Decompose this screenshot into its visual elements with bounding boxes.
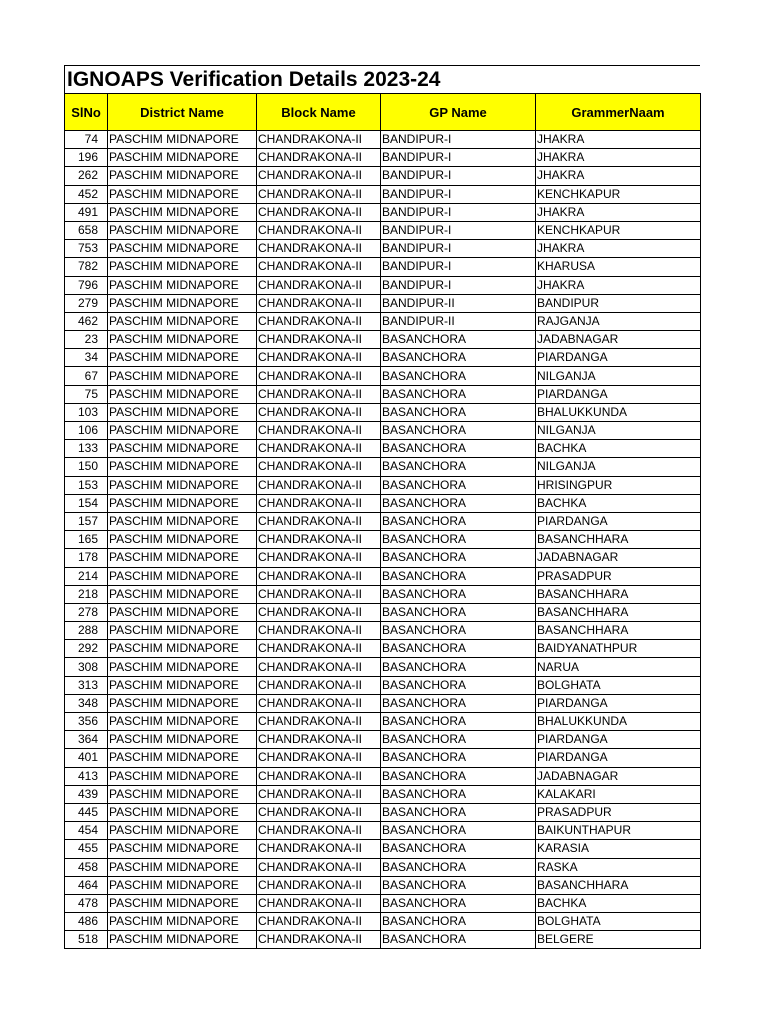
gp-name-cell: BASANCHORA xyxy=(381,440,536,458)
gp-name-cell: BANDIPUR-II xyxy=(381,294,536,312)
district-name-cell: PASCHIM MIDNAPORE xyxy=(108,603,257,621)
block-name-cell: CHANDRAKONA-II xyxy=(257,294,381,312)
block-name-cell: CHANDRAKONA-II xyxy=(257,458,381,476)
gp-name-cell: BANDIPUR-I xyxy=(381,203,536,221)
block-name-cell: CHANDRAKONA-II xyxy=(257,531,381,549)
gp-name-cell: BASANCHORA xyxy=(381,549,536,567)
district-name-cell: PASCHIM MIDNAPORE xyxy=(108,331,257,349)
district-name-cell: PASCHIM MIDNAPORE xyxy=(108,749,257,767)
gp-name-cell: BANDIPUR-II xyxy=(381,312,536,330)
gp-name-cell: BASANCHORA xyxy=(381,840,536,858)
slno-cell: 165 xyxy=(65,531,108,549)
gp-name-cell: BANDIPUR-I xyxy=(381,131,536,149)
block-name-cell: CHANDRAKONA-II xyxy=(257,676,381,694)
gp-name-cell: BASANCHORA xyxy=(381,676,536,694)
grammer-naam-cell: NILGANJA xyxy=(536,367,701,385)
district-name-cell: PASCHIM MIDNAPORE xyxy=(108,585,257,603)
header-row xyxy=(65,94,701,131)
district-name-cell: PASCHIM MIDNAPORE xyxy=(108,622,257,640)
block-name-cell: CHANDRAKONA-II xyxy=(257,876,381,894)
table-row xyxy=(65,331,701,349)
district-name-cell: PASCHIM MIDNAPORE xyxy=(108,440,257,458)
block-name-cell: CHANDRAKONA-II xyxy=(257,312,381,330)
slno-cell: 455 xyxy=(65,840,108,858)
table-row xyxy=(65,658,701,676)
header-block-name: Block Name xyxy=(257,94,381,131)
grammer-naam-cell: BOLGHATA xyxy=(536,676,701,694)
district-name-cell: PASCHIM MIDNAPORE xyxy=(108,694,257,712)
slno-cell: 518 xyxy=(65,931,108,949)
gp-name-cell: BASANCHORA xyxy=(381,731,536,749)
table-row xyxy=(65,367,701,385)
district-name-cell: PASCHIM MIDNAPORE xyxy=(108,785,257,803)
slno-cell: 491 xyxy=(65,203,108,221)
table-header xyxy=(65,94,701,131)
district-name-cell: PASCHIM MIDNAPORE xyxy=(108,403,257,421)
grammer-naam-cell: JHAKRA xyxy=(536,149,701,167)
gp-name-cell: BASANCHORA xyxy=(381,658,536,676)
gp-name-cell: BASANCHORA xyxy=(381,803,536,821)
header-district-name: District Name xyxy=(108,94,257,131)
block-name-cell: CHANDRAKONA-II xyxy=(257,785,381,803)
block-name-cell: CHANDRAKONA-II xyxy=(257,403,381,421)
district-name-cell: PASCHIM MIDNAPORE xyxy=(108,131,257,149)
table-row xyxy=(65,440,701,458)
header-slno: SlNo xyxy=(65,94,108,131)
grammer-naam-cell: BAIKUNTHAPUR xyxy=(536,822,701,840)
block-name-cell: CHANDRAKONA-II xyxy=(257,913,381,931)
gp-name-cell: BASANCHORA xyxy=(381,913,536,931)
district-name-cell: PASCHIM MIDNAPORE xyxy=(108,840,257,858)
district-name-cell: PASCHIM MIDNAPORE xyxy=(108,767,257,785)
grammer-naam-cell: PIARDANGA xyxy=(536,512,701,530)
grammer-naam-cell: PIARDANGA xyxy=(536,385,701,403)
district-name-cell: PASCHIM MIDNAPORE xyxy=(108,221,257,239)
grammer-naam-cell: PRASADPUR xyxy=(536,803,701,821)
district-name-cell: PASCHIM MIDNAPORE xyxy=(108,494,257,512)
header-gp-name: GP Name xyxy=(381,94,536,131)
slno-cell: 458 xyxy=(65,858,108,876)
block-name-cell: CHANDRAKONA-II xyxy=(257,494,381,512)
grammer-naam-cell: BANDIPUR xyxy=(536,294,701,312)
table-row xyxy=(65,931,701,949)
block-name-cell: CHANDRAKONA-II xyxy=(257,185,381,203)
district-name-cell: PASCHIM MIDNAPORE xyxy=(108,658,257,676)
table-row xyxy=(65,603,701,621)
block-name-cell: CHANDRAKONA-II xyxy=(257,240,381,258)
table-row xyxy=(65,385,701,403)
slno-cell: 348 xyxy=(65,694,108,712)
slno-cell: 413 xyxy=(65,767,108,785)
table-row xyxy=(65,149,701,167)
gp-name-cell: BASANCHORA xyxy=(381,749,536,767)
grammer-naam-cell: NILGANJA xyxy=(536,458,701,476)
slno-cell: 196 xyxy=(65,149,108,167)
grammer-naam-cell: RAJGANJA xyxy=(536,312,701,330)
district-name-cell: PASCHIM MIDNAPORE xyxy=(108,858,257,876)
district-name-cell: PASCHIM MIDNAPORE xyxy=(108,458,257,476)
slno-cell: 313 xyxy=(65,676,108,694)
slno-cell: 464 xyxy=(65,876,108,894)
grammer-naam-cell: JHAKRA xyxy=(536,131,701,149)
gp-name-cell: BASANCHORA xyxy=(381,331,536,349)
grammer-naam-cell: BASANCHHARA xyxy=(536,531,701,549)
block-name-cell: CHANDRAKONA-II xyxy=(257,749,381,767)
block-name-cell: CHANDRAKONA-II xyxy=(257,767,381,785)
grammer-naam-cell: JHAKRA xyxy=(536,203,701,221)
block-name-cell: CHANDRAKONA-II xyxy=(257,331,381,349)
slno-cell: 23 xyxy=(65,331,108,349)
slno-cell: 279 xyxy=(65,294,108,312)
grammer-naam-cell: NILGANJA xyxy=(536,422,701,440)
gp-name-cell: BASANCHORA xyxy=(381,385,536,403)
block-name-cell: CHANDRAKONA-II xyxy=(257,603,381,621)
slno-cell: 157 xyxy=(65,512,108,530)
grammer-naam-cell: PIARDANGA xyxy=(536,349,701,367)
district-name-cell: PASCHIM MIDNAPORE xyxy=(108,258,257,276)
district-name-cell: PASCHIM MIDNAPORE xyxy=(108,312,257,330)
table-row xyxy=(65,349,701,367)
gp-name-cell: BASANCHORA xyxy=(381,822,536,840)
gp-name-cell: BASANCHORA xyxy=(381,403,536,421)
slno-cell: 178 xyxy=(65,549,108,567)
slno-cell: 308 xyxy=(65,658,108,676)
gp-name-cell: BASANCHORA xyxy=(381,876,536,894)
table-row xyxy=(65,858,701,876)
district-name-cell: PASCHIM MIDNAPORE xyxy=(108,713,257,731)
slno-cell: 478 xyxy=(65,894,108,912)
gp-name-cell: BASANCHORA xyxy=(381,512,536,530)
table-row xyxy=(65,622,701,640)
district-name-cell: PASCHIM MIDNAPORE xyxy=(108,422,257,440)
district-name-cell: PASCHIM MIDNAPORE xyxy=(108,476,257,494)
grammer-naam-cell: BASANCHHARA xyxy=(536,876,701,894)
district-name-cell: PASCHIM MIDNAPORE xyxy=(108,822,257,840)
slno-cell: 288 xyxy=(65,622,108,640)
grammer-naam-cell: BAIDYANATHPUR xyxy=(536,640,701,658)
gp-name-cell: BANDIPUR-I xyxy=(381,185,536,203)
table-row xyxy=(65,676,701,694)
block-name-cell: CHANDRAKONA-II xyxy=(257,894,381,912)
table-row xyxy=(65,549,701,567)
block-name-cell: CHANDRAKONA-II xyxy=(257,167,381,185)
slno-cell: 439 xyxy=(65,785,108,803)
block-name-cell: CHANDRAKONA-II xyxy=(257,422,381,440)
gp-name-cell: BASANCHORA xyxy=(381,640,536,658)
gp-name-cell: BANDIPUR-I xyxy=(381,276,536,294)
grammer-naam-cell: HRISINGPUR xyxy=(536,476,701,494)
table-row xyxy=(65,731,701,749)
gp-name-cell: BASANCHORA xyxy=(381,458,536,476)
block-name-cell: CHANDRAKONA-II xyxy=(257,276,381,294)
slno-cell: 445 xyxy=(65,803,108,821)
slno-cell: 753 xyxy=(65,240,108,258)
table-row xyxy=(65,785,701,803)
block-name-cell: CHANDRAKONA-II xyxy=(257,440,381,458)
district-name-cell: PASCHIM MIDNAPORE xyxy=(108,876,257,894)
grammer-naam-cell: JADABNAGAR xyxy=(536,549,701,567)
table-row xyxy=(65,276,701,294)
slno-cell: 356 xyxy=(65,713,108,731)
gp-name-cell: BASANCHORA xyxy=(381,476,536,494)
slno-cell: 154 xyxy=(65,494,108,512)
slno-cell: 34 xyxy=(65,349,108,367)
block-name-cell: CHANDRAKONA-II xyxy=(257,840,381,858)
district-name-cell: PASCHIM MIDNAPORE xyxy=(108,931,257,949)
block-name-cell: CHANDRAKONA-II xyxy=(257,512,381,530)
district-name-cell: PASCHIM MIDNAPORE xyxy=(108,385,257,403)
district-name-cell: PASCHIM MIDNAPORE xyxy=(108,531,257,549)
table-row xyxy=(65,840,701,858)
slno-cell: 150 xyxy=(65,458,108,476)
block-name-cell: CHANDRAKONA-II xyxy=(257,476,381,494)
header-grammer-naam: GrammerNaam xyxy=(536,94,701,131)
grammer-naam-cell: JHAKRA xyxy=(536,167,701,185)
slno-cell: 262 xyxy=(65,167,108,185)
table-row xyxy=(65,749,701,767)
table-row xyxy=(65,512,701,530)
grammer-naam-cell: JADABNAGAR xyxy=(536,767,701,785)
slno-cell: 292 xyxy=(65,640,108,658)
gp-name-cell: BASANCHORA xyxy=(381,494,536,512)
block-name-cell: CHANDRAKONA-II xyxy=(257,731,381,749)
grammer-naam-cell: PIARDANGA xyxy=(536,731,701,749)
block-name-cell: CHANDRAKONA-II xyxy=(257,931,381,949)
table-row xyxy=(65,767,701,785)
block-name-cell: CHANDRAKONA-II xyxy=(257,822,381,840)
spreadsheet xyxy=(64,65,700,949)
grammer-naam-cell: PRASADPUR xyxy=(536,567,701,585)
slno-cell: 462 xyxy=(65,312,108,330)
slno-cell: 214 xyxy=(65,567,108,585)
district-name-cell: PASCHIM MIDNAPORE xyxy=(108,367,257,385)
grammer-naam-cell: BASANCHHARA xyxy=(536,585,701,603)
district-name-cell: PASCHIM MIDNAPORE xyxy=(108,549,257,567)
block-name-cell: CHANDRAKONA-II xyxy=(257,658,381,676)
table-row xyxy=(65,403,701,421)
gp-name-cell: BASANCHORA xyxy=(381,349,536,367)
gp-name-cell: BASANCHORA xyxy=(381,694,536,712)
grammer-naam-cell: BELGERE xyxy=(536,931,701,949)
table-row xyxy=(65,567,701,585)
table-row xyxy=(65,822,701,840)
grammer-naam-cell: PIARDANGA xyxy=(536,749,701,767)
slno-cell: 658 xyxy=(65,221,108,239)
grammer-naam-cell: JHAKRA xyxy=(536,240,701,258)
slno-cell: 74 xyxy=(65,131,108,149)
gp-name-cell: BASANCHORA xyxy=(381,622,536,640)
gp-name-cell: BANDIPUR-I xyxy=(381,167,536,185)
sheet-title: IGNOAPS Verification Details 2023-24 xyxy=(64,65,700,93)
slno-cell: 106 xyxy=(65,422,108,440)
table-row xyxy=(65,694,701,712)
grammer-naam-cell: KARASIA xyxy=(536,840,701,858)
table-row xyxy=(65,585,701,603)
district-name-cell: PASCHIM MIDNAPORE xyxy=(108,240,257,258)
block-name-cell: CHANDRAKONA-II xyxy=(257,349,381,367)
grammer-naam-cell: BOLGHATA xyxy=(536,913,701,931)
district-name-cell: PASCHIM MIDNAPORE xyxy=(108,276,257,294)
slno-cell: 103 xyxy=(65,403,108,421)
block-name-cell: CHANDRAKONA-II xyxy=(257,713,381,731)
gp-name-cell: BASANCHORA xyxy=(381,603,536,621)
grammer-naam-cell: NARUA xyxy=(536,658,701,676)
slno-cell: 796 xyxy=(65,276,108,294)
table-row xyxy=(65,894,701,912)
slno-cell: 364 xyxy=(65,731,108,749)
gp-name-cell: BANDIPUR-I xyxy=(381,149,536,167)
block-name-cell: CHANDRAKONA-II xyxy=(257,131,381,149)
grammer-naam-cell: BACHKA xyxy=(536,440,701,458)
slno-cell: 133 xyxy=(65,440,108,458)
district-name-cell: PASCHIM MIDNAPORE xyxy=(108,149,257,167)
slno-cell: 401 xyxy=(65,749,108,767)
block-name-cell: CHANDRAKONA-II xyxy=(257,585,381,603)
gp-name-cell: BASANCHORA xyxy=(381,531,536,549)
gp-name-cell: BASANCHORA xyxy=(381,713,536,731)
block-name-cell: CHANDRAKONA-II xyxy=(257,803,381,821)
table-row xyxy=(65,422,701,440)
block-name-cell: CHANDRAKONA-II xyxy=(257,203,381,221)
grammer-naam-cell: PIARDANGA xyxy=(536,694,701,712)
table-row xyxy=(65,294,701,312)
gp-name-cell: BANDIPUR-I xyxy=(381,221,536,239)
block-name-cell: CHANDRAKONA-II xyxy=(257,221,381,239)
block-name-cell: CHANDRAKONA-II xyxy=(257,640,381,658)
gp-name-cell: BASANCHORA xyxy=(381,858,536,876)
table-row xyxy=(65,876,701,894)
slno-cell: 75 xyxy=(65,385,108,403)
table-row xyxy=(65,131,701,149)
grammer-naam-cell: JHAKRA xyxy=(536,276,701,294)
district-name-cell: PASCHIM MIDNAPORE xyxy=(108,567,257,585)
district-name-cell: PASCHIM MIDNAPORE xyxy=(108,894,257,912)
grammer-naam-cell: BASANCHHARA xyxy=(536,603,701,621)
table-row xyxy=(65,203,701,221)
district-name-cell: PASCHIM MIDNAPORE xyxy=(108,167,257,185)
district-name-cell: PASCHIM MIDNAPORE xyxy=(108,676,257,694)
district-name-cell: PASCHIM MIDNAPORE xyxy=(108,294,257,312)
block-name-cell: CHANDRAKONA-II xyxy=(257,149,381,167)
gp-name-cell: BASANCHORA xyxy=(381,931,536,949)
gp-name-cell: BASANCHORA xyxy=(381,785,536,803)
block-name-cell: CHANDRAKONA-II xyxy=(257,694,381,712)
slno-cell: 782 xyxy=(65,258,108,276)
grammer-naam-cell: RASKA xyxy=(536,858,701,876)
gp-name-cell: BASANCHORA xyxy=(381,767,536,785)
grammer-naam-cell: BACHKA xyxy=(536,894,701,912)
table-row xyxy=(65,913,701,931)
block-name-cell: CHANDRAKONA-II xyxy=(257,258,381,276)
table-row xyxy=(65,803,701,821)
district-name-cell: PASCHIM MIDNAPORE xyxy=(108,203,257,221)
table-row xyxy=(65,458,701,476)
table-row xyxy=(65,531,701,549)
gp-name-cell: BANDIPUR-I xyxy=(381,258,536,276)
grammer-naam-cell: KENCHKAPUR xyxy=(536,221,701,239)
table-row xyxy=(65,312,701,330)
slno-cell: 454 xyxy=(65,822,108,840)
slno-cell: 452 xyxy=(65,185,108,203)
grammer-naam-cell: BHALUKKUNDA xyxy=(536,403,701,421)
district-name-cell: PASCHIM MIDNAPORE xyxy=(108,731,257,749)
gp-name-cell: BASANCHORA xyxy=(381,894,536,912)
block-name-cell: CHANDRAKONA-II xyxy=(257,549,381,567)
gp-name-cell: BASANCHORA xyxy=(381,422,536,440)
grammer-naam-cell: BACHKA xyxy=(536,494,701,512)
table-row xyxy=(65,167,701,185)
slno-cell: 278 xyxy=(65,603,108,621)
gp-name-cell: BASANCHORA xyxy=(381,585,536,603)
grammer-naam-cell: BASANCHHARA xyxy=(536,622,701,640)
grammer-naam-cell: JADABNAGAR xyxy=(536,331,701,349)
table-row xyxy=(65,258,701,276)
gp-name-cell: BASANCHORA xyxy=(381,567,536,585)
slno-cell: 153 xyxy=(65,476,108,494)
district-name-cell: PASCHIM MIDNAPORE xyxy=(108,185,257,203)
table-row xyxy=(65,240,701,258)
table-row xyxy=(65,640,701,658)
table-row xyxy=(65,476,701,494)
grammer-naam-cell: KHARUSA xyxy=(536,258,701,276)
district-name-cell: PASCHIM MIDNAPORE xyxy=(108,913,257,931)
grammer-naam-cell: KENCHKAPUR xyxy=(536,185,701,203)
slno-cell: 67 xyxy=(65,367,108,385)
district-name-cell: PASCHIM MIDNAPORE xyxy=(108,349,257,367)
slno-cell: 486 xyxy=(65,913,108,931)
gp-name-cell: BANDIPUR-I xyxy=(381,240,536,258)
district-name-cell: PASCHIM MIDNAPORE xyxy=(108,512,257,530)
slno-cell: 218 xyxy=(65,585,108,603)
grammer-naam-cell: BHALUKKUNDA xyxy=(536,713,701,731)
block-name-cell: CHANDRAKONA-II xyxy=(257,367,381,385)
block-name-cell: CHANDRAKONA-II xyxy=(257,622,381,640)
table-row xyxy=(65,221,701,239)
block-name-cell: CHANDRAKONA-II xyxy=(257,385,381,403)
block-name-cell: CHANDRAKONA-II xyxy=(257,858,381,876)
table-row xyxy=(65,185,701,203)
table-row xyxy=(65,713,701,731)
grammer-naam-cell: KALAKARI xyxy=(536,785,701,803)
table-body xyxy=(65,131,701,949)
block-name-cell: CHANDRAKONA-II xyxy=(257,567,381,585)
table-row xyxy=(65,494,701,512)
gp-name-cell: BASANCHORA xyxy=(381,367,536,385)
district-name-cell: PASCHIM MIDNAPORE xyxy=(108,640,257,658)
verification-table xyxy=(64,93,701,949)
district-name-cell: PASCHIM MIDNAPORE xyxy=(108,803,257,821)
